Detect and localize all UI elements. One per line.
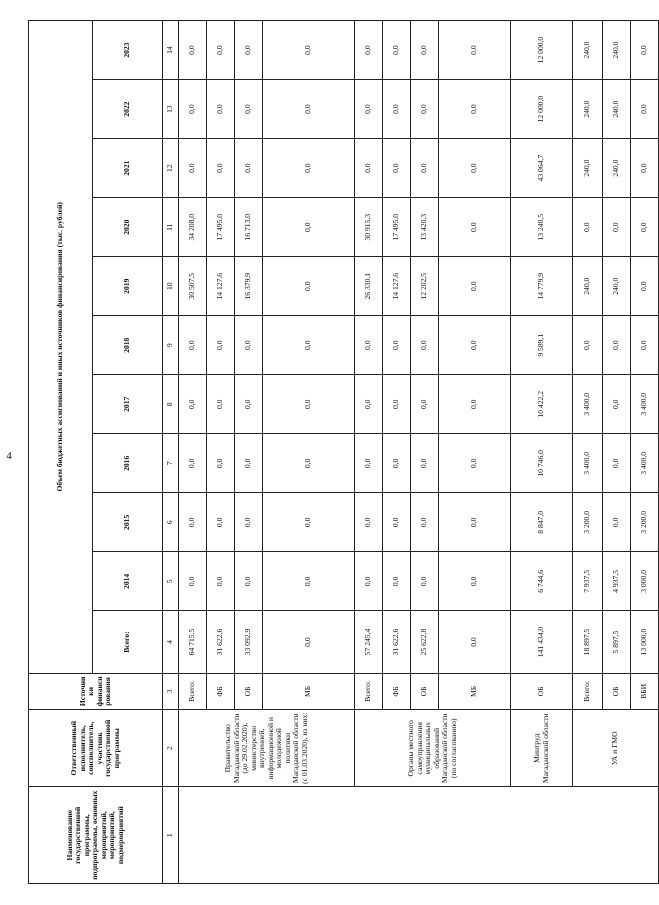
year-value-cell: 0,0 (383, 139, 411, 198)
column-number: 4 (163, 611, 179, 673)
column-number: 9 (163, 316, 179, 375)
year-value-cell: 0,0 (207, 139, 235, 198)
year-value-cell: 0,0 (439, 139, 511, 198)
year-value-cell: 0,0 (207, 552, 235, 611)
year-value-cell: 9 589,1 (511, 316, 573, 375)
year-value-cell: 16 713,0 (235, 198, 263, 257)
year-value-cell: 0,0 (263, 316, 355, 375)
source-cell: ОБ (411, 673, 439, 709)
column-number: 1 (163, 787, 179, 884)
year-value-cell: 0,0 (179, 316, 207, 375)
year-value-cell: 26 330,1 (355, 257, 383, 316)
year-value-cell: 0,0 (235, 434, 263, 493)
column-number: 13 (163, 80, 179, 139)
column-number: 11 (163, 198, 179, 257)
source-cell: ОБ (603, 673, 631, 709)
year-value-cell: 0,0 (263, 552, 355, 611)
year-value-cell: 0,0 (263, 198, 355, 257)
total-value-cell: 57 245,4 (355, 611, 383, 673)
header-year: 2016 (93, 434, 163, 493)
year-value-cell: 0,0 (179, 80, 207, 139)
column-number: 12 (163, 139, 179, 198)
header-year: 2015 (93, 493, 163, 552)
year-value-cell: 0,0 (603, 375, 631, 434)
column-number: 14 (163, 21, 179, 80)
year-value-cell: 0,0 (411, 316, 439, 375)
year-value-cell: 0,0 (355, 80, 383, 139)
year-value-cell: 0,0 (383, 375, 411, 434)
header-year: 2018 (93, 316, 163, 375)
year-value-cell: 0,0 (207, 375, 235, 434)
year-value-cell: 13 240,5 (511, 198, 573, 257)
total-value-cell: 33 092,9 (235, 611, 263, 673)
year-value-cell: 0,0 (355, 375, 383, 434)
table-row (573, 21, 603, 884)
year-value-cell: 240,0 (573, 21, 603, 80)
year-value-cell: 0,0 (383, 316, 411, 375)
executor-cell: Минтруд Магаданской области (511, 710, 573, 787)
header-year: 2020 (93, 198, 163, 257)
year-value-cell: 12 000,0 (511, 80, 573, 139)
financing-table (28, 20, 659, 884)
year-value-cell: 240,0 (603, 257, 631, 316)
year-value-cell: 14 779,9 (511, 257, 573, 316)
column-number: 8 (163, 375, 179, 434)
column-number: 3 (163, 673, 179, 709)
year-value-cell: 0,0 (439, 316, 511, 375)
year-value-cell: 0,0 (631, 21, 659, 80)
year-value-cell: 0,0 (411, 80, 439, 139)
year-value-cell: 0,0 (179, 493, 207, 552)
header-name: Наименование государственной программы, подпрограммы, основных мероприятий, мероприятий, подмероприятий (29, 787, 163, 884)
year-value-cell: 0,0 (603, 316, 631, 375)
year-value-cell: 12 000,0 (511, 21, 573, 80)
source-cell: МБ (263, 673, 355, 709)
year-value-cell: 240,0 (603, 21, 631, 80)
year-value-cell: 0,0 (263, 257, 355, 316)
year-value-cell: 16 379,9 (235, 257, 263, 316)
year-value-cell: 0,0 (207, 316, 235, 375)
column-number: 2 (163, 710, 179, 787)
total-value-cell: 141 434,0 (511, 611, 573, 673)
year-value-cell: 0,0 (355, 493, 383, 552)
year-value-cell: 30 507,5 (179, 257, 207, 316)
year-value-cell: 0,0 (411, 139, 439, 198)
year-value-cell: 0,0 (355, 434, 383, 493)
year-value-cell: 3 200,0 (631, 493, 659, 552)
source-cell: ВБИ (631, 673, 659, 709)
year-value-cell: 3 400,0 (573, 375, 603, 434)
total-value-cell: 13 000,0 (631, 611, 659, 673)
table-row (511, 21, 573, 884)
year-value-cell: 0,0 (207, 493, 235, 552)
year-value-cell: 0,0 (179, 21, 207, 80)
year-value-cell: 3 400,0 (631, 375, 659, 434)
year-value-cell: 0,0 (411, 21, 439, 80)
header-year: 2017 (93, 375, 163, 434)
year-value-cell: 0,0 (439, 21, 511, 80)
year-value-cell: 0,0 (179, 552, 207, 611)
year-value-cell: 0,0 (383, 80, 411, 139)
year-value-cell: 240,0 (573, 139, 603, 198)
source-cell: ОБ (511, 673, 573, 709)
year-value-cell: 10 422,2 (511, 375, 573, 434)
total-value-cell: 64 715,5 (179, 611, 207, 673)
table-row (179, 21, 207, 884)
year-value-cell: 43 064,7 (511, 139, 573, 198)
column-number: 5 (163, 552, 179, 611)
year-value-cell: 13 420,3 (411, 198, 439, 257)
year-value-cell: 0,0 (603, 198, 631, 257)
source-cell: Всего: (355, 673, 383, 709)
source-cell: МБ (439, 673, 511, 709)
year-value-cell: 3 400,0 (573, 434, 603, 493)
column-number: 7 (163, 434, 179, 493)
year-value-cell: 0,0 (411, 552, 439, 611)
year-value-cell: 0,0 (263, 139, 355, 198)
year-value-cell: 240,0 (603, 80, 631, 139)
year-value-cell: 0,0 (179, 434, 207, 493)
year-value-cell: 0,0 (355, 552, 383, 611)
year-value-cell: 0,0 (235, 552, 263, 611)
header-year: 2022 (93, 80, 163, 139)
year-value-cell: 14 127,6 (207, 257, 235, 316)
year-value-cell: 0,0 (263, 21, 355, 80)
year-value-cell: 4 937,5 (603, 552, 631, 611)
source-cell: ОБ (235, 673, 263, 709)
program-name-cell (179, 787, 659, 884)
total-value-cell: 18 897,5 (573, 611, 603, 673)
year-value-cell: 0,0 (235, 21, 263, 80)
header-year: 2021 (93, 139, 163, 198)
source-cell: Всего: (573, 673, 603, 709)
year-value-cell: 0,0 (411, 434, 439, 493)
source-cell: ФБ (207, 673, 235, 709)
year-value-cell: 0,0 (263, 434, 355, 493)
header-total: Всего: (93, 611, 163, 673)
header-row-1 (29, 21, 93, 884)
year-value-cell: 14 127,6 (383, 257, 411, 316)
year-value-cell: 0,0 (355, 21, 383, 80)
year-value-cell: 0,0 (631, 257, 659, 316)
year-value-cell: 10 746,0 (511, 434, 573, 493)
header-volume: Объем бюджетных ассигнований и иных источников финансирования (тыс. рублей) (29, 21, 93, 674)
year-value-cell: 6 744,6 (511, 552, 573, 611)
year-value-cell: 240,0 (603, 139, 631, 198)
header-executor: Ответственный исполнитель, соисполнитель, участник государственной программы (29, 710, 163, 787)
year-value-cell: 0,0 (235, 139, 263, 198)
header-year: 2014 (93, 552, 163, 611)
year-value-cell: 240,0 (573, 80, 603, 139)
executor-cell: Органы местного самоуправления муниципальных образований Магаданской области (по согласованию) (355, 710, 511, 787)
year-value-cell: 0,0 (439, 552, 511, 611)
year-value-cell: 0,0 (235, 80, 263, 139)
year-value-cell: 0,0 (631, 198, 659, 257)
year-value-cell: 240,0 (573, 257, 603, 316)
year-value-cell: 0,0 (439, 198, 511, 257)
year-value-cell: 0,0 (603, 434, 631, 493)
table-body (179, 21, 659, 884)
year-value-cell: 0,0 (179, 375, 207, 434)
year-value-cell: 0,0 (631, 316, 659, 375)
column-number: 10 (163, 257, 179, 316)
year-value-cell: 0,0 (263, 493, 355, 552)
total-value-cell: 5 897,5 (603, 611, 631, 673)
year-value-cell: 0,0 (573, 316, 603, 375)
year-value-cell: 8 847,0 (511, 493, 573, 552)
table-sheet (28, 20, 649, 884)
year-value-cell: 0,0 (383, 493, 411, 552)
year-value-cell: 0,0 (411, 493, 439, 552)
year-value-cell: 0,0 (207, 434, 235, 493)
header-source: Источники финансирования (29, 673, 163, 709)
total-value-cell: 31 622,6 (207, 611, 235, 673)
year-value-cell: 3 200,0 (573, 493, 603, 552)
total-value-cell: 0,0 (439, 611, 511, 673)
header-year: 2019 (93, 257, 163, 316)
year-value-cell: 0,0 (411, 375, 439, 434)
year-value-cell: 0,0 (355, 139, 383, 198)
year-value-cell: 0,0 (355, 316, 383, 375)
year-value-cell: 0,0 (573, 198, 603, 257)
year-value-cell: 0,0 (439, 493, 511, 552)
year-value-cell: 3 000,0 (631, 552, 659, 611)
source-cell: ФБ (383, 673, 411, 709)
year-value-cell: 30 915,3 (355, 198, 383, 257)
total-value-cell: 0,0 (263, 611, 355, 673)
year-value-cell: 0,0 (263, 375, 355, 434)
year-value-cell: 0,0 (603, 493, 631, 552)
table-row (355, 21, 383, 884)
executor-cell: УА и ГМО (573, 710, 659, 787)
source-cell: Всего: (179, 673, 207, 709)
year-value-cell: 0,0 (207, 80, 235, 139)
total-value-cell: 31 622,6 (383, 611, 411, 673)
year-value-cell: 0,0 (235, 375, 263, 434)
year-value-cell: 0,0 (235, 493, 263, 552)
year-value-cell: 0,0 (439, 375, 511, 434)
total-value-cell: 25 622,8 (411, 611, 439, 673)
year-value-cell: 3 400,0 (631, 434, 659, 493)
header-row-numbers (163, 21, 179, 884)
year-value-cell: 0,0 (631, 139, 659, 198)
year-value-cell: 0,0 (263, 80, 355, 139)
executor-cell: Правительство Магаданской области (до 29.02.2020), министерство внутренней, информационной и молодежной политики Магаданской области (с 01.03.2020), из них: (179, 710, 355, 787)
year-value-cell: 0,0 (439, 434, 511, 493)
year-value-cell: 0,0 (383, 21, 411, 80)
year-value-cell: 17 495,0 (383, 198, 411, 257)
year-value-cell: 0,0 (383, 434, 411, 493)
year-value-cell: 0,0 (207, 21, 235, 80)
year-value-cell: 0,0 (235, 316, 263, 375)
year-value-cell: 0,0 (439, 80, 511, 139)
year-value-cell: 12 202,5 (411, 257, 439, 316)
year-value-cell: 0,0 (631, 80, 659, 139)
year-value-cell: 0,0 (179, 139, 207, 198)
year-value-cell: 0,0 (439, 257, 511, 316)
year-value-cell: 7 937,5 (573, 552, 603, 611)
page-number: 4 (6, 450, 12, 462)
header-year: 2023 (93, 21, 163, 80)
year-value-cell: 0,0 (383, 552, 411, 611)
year-value-cell: 34 208,0 (179, 198, 207, 257)
column-number: 6 (163, 493, 179, 552)
year-value-cell: 17 495,0 (207, 198, 235, 257)
